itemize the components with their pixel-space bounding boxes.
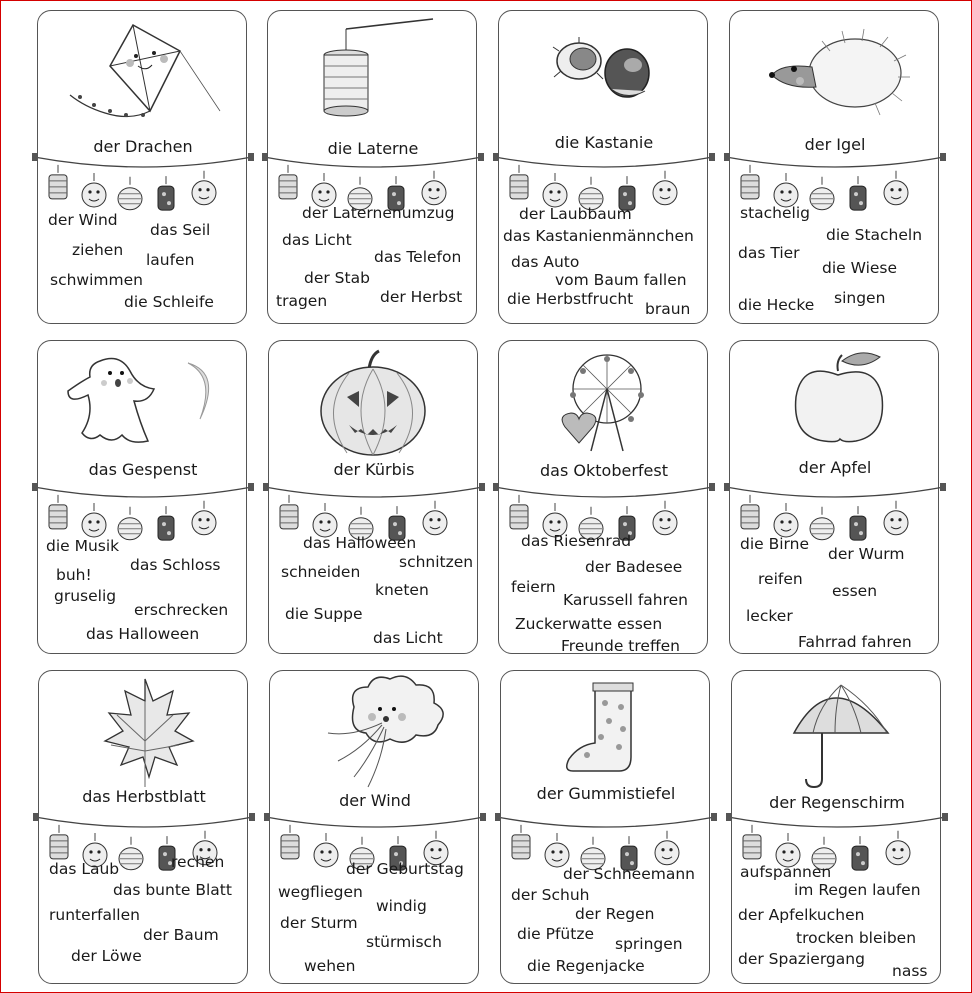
word: das Seil xyxy=(150,221,211,239)
word: springen xyxy=(615,935,683,953)
ghost-icon xyxy=(38,341,248,466)
card-kuerbis xyxy=(268,340,478,654)
card-title: der Wind xyxy=(339,791,411,810)
garland-decoration xyxy=(30,481,256,543)
lantern-stripe-icon xyxy=(50,835,68,859)
word: der Laternenumzug xyxy=(302,204,455,222)
word: die Wiese xyxy=(822,259,898,277)
hedgehog-icon xyxy=(730,11,940,136)
word: die Regenjacke xyxy=(527,957,645,975)
word: der Schneemann xyxy=(563,865,695,883)
lantern-round-icon xyxy=(119,848,143,870)
word: vom Baum fallen xyxy=(555,271,687,289)
word: das Licht xyxy=(282,231,352,249)
card-herbstblatt xyxy=(38,670,248,984)
word: im Regen laufen xyxy=(794,881,921,899)
word: trocken bleiben xyxy=(796,929,917,947)
word: das Telefon xyxy=(374,248,462,266)
ferris-wheel-icon xyxy=(499,341,709,466)
card-title: der Igel xyxy=(804,135,866,154)
word: stürmisch xyxy=(366,933,442,951)
card-title: das Gespenst xyxy=(88,460,198,479)
pumpkin-face-icon xyxy=(653,511,677,535)
word: das Riesenrad xyxy=(521,532,632,550)
word: lecker xyxy=(746,607,793,625)
pumpkin-face-icon xyxy=(192,511,216,535)
word: der Wurm xyxy=(828,545,905,563)
umbrella-icon xyxy=(732,671,942,796)
word: der Baum xyxy=(143,926,219,944)
pumpkin-face-icon xyxy=(82,513,106,537)
word: wehen xyxy=(304,957,356,975)
word: singen xyxy=(834,289,886,307)
card-regenschirm xyxy=(731,670,941,984)
word: laufen xyxy=(146,251,195,269)
word: feiern xyxy=(511,578,556,596)
word: die Schleife xyxy=(124,293,214,311)
word: die Birne xyxy=(740,535,810,553)
card-kastanie xyxy=(498,10,708,324)
word: die Hecke xyxy=(738,296,815,314)
card-title: der Drachen xyxy=(93,137,193,156)
pumpkin-face-icon xyxy=(884,511,908,535)
lantern-dark-icon xyxy=(852,846,868,870)
garland-decoration xyxy=(491,151,717,213)
word: stachelig xyxy=(740,204,810,222)
word: das Halloween xyxy=(86,625,200,643)
word: rechen xyxy=(171,853,225,871)
word: runterfallen xyxy=(49,906,140,924)
word: die Musik xyxy=(46,537,120,555)
word: das Auto xyxy=(511,253,580,271)
card-gespenst xyxy=(37,340,247,654)
card-title: die Laterne xyxy=(327,139,419,158)
apple-icon xyxy=(730,341,940,466)
word: schneiden xyxy=(281,563,361,581)
pumpkin-face-icon xyxy=(884,181,908,205)
lantern-stripe-icon xyxy=(49,505,67,529)
lantern-dark-icon xyxy=(850,186,866,210)
lantern-icon xyxy=(268,11,478,136)
word: der Sturm xyxy=(280,914,358,932)
word: Karussell fahren xyxy=(563,591,688,609)
card-igel xyxy=(729,10,939,324)
pumpkin-icon xyxy=(269,341,479,466)
word: schnitzen xyxy=(399,553,474,571)
card-title: der Kürbis xyxy=(333,460,415,479)
pumpkin-face-icon xyxy=(545,843,569,867)
card-title: das Herbstblatt xyxy=(82,787,206,806)
card-apfel xyxy=(729,340,939,654)
pumpkin-face-icon xyxy=(653,181,677,205)
word: das Tier xyxy=(738,244,800,262)
card-oktoberfest xyxy=(498,340,708,654)
lantern-stripe-icon xyxy=(510,505,528,529)
lantern-stripe-icon xyxy=(280,505,298,529)
card-drachen xyxy=(37,10,247,324)
word: der Herbst xyxy=(380,288,463,306)
lantern-stripe-icon xyxy=(512,835,530,859)
word: wegfliegen xyxy=(278,883,363,901)
word: die Pfütze xyxy=(517,925,594,943)
garland-decoration xyxy=(722,481,948,543)
pumpkin-face-icon xyxy=(422,181,446,205)
word: nass xyxy=(892,962,928,980)
wind-cloud-icon xyxy=(270,671,480,796)
card-title: der Gummistiefel xyxy=(536,784,676,803)
word: der Schuh xyxy=(511,886,590,904)
word: braun xyxy=(645,300,691,318)
word: schwimmen xyxy=(50,271,143,289)
word: windig xyxy=(376,897,427,915)
card-wind xyxy=(269,670,479,984)
pumpkin-face-icon xyxy=(423,511,447,535)
lantern-stripe-icon xyxy=(743,835,761,859)
lantern-stripe-icon xyxy=(510,175,528,199)
word: das Kastanienmännchen xyxy=(503,227,694,245)
word: der Stab xyxy=(304,269,370,287)
word: erschrecken xyxy=(134,601,229,619)
card-gummistiefel xyxy=(500,670,710,984)
pumpkin-face-icon xyxy=(314,843,338,867)
pumpkin-face-icon xyxy=(655,841,679,865)
word: der Wind xyxy=(48,211,118,229)
word: das Halloween xyxy=(303,534,417,552)
word: gruselig xyxy=(54,587,117,605)
pumpkin-face-icon xyxy=(543,183,567,207)
lantern-stripe-icon xyxy=(741,505,759,529)
leaf-icon xyxy=(39,671,249,796)
pumpkin-face-icon xyxy=(82,183,106,207)
word: die Suppe xyxy=(285,605,363,623)
garland-decoration xyxy=(493,811,719,873)
lantern-round-icon xyxy=(118,518,142,540)
lantern-dark-icon xyxy=(850,516,866,540)
word: der Löwe xyxy=(71,947,142,965)
word: der Spaziergang xyxy=(738,950,865,968)
card-title: der Apfel xyxy=(798,458,872,477)
lantern-round-icon xyxy=(810,188,834,210)
word: der Regen xyxy=(575,905,655,923)
lantern-dark-icon xyxy=(158,186,174,210)
word: kneten xyxy=(375,581,429,599)
word: das Laub xyxy=(49,860,120,878)
card-title: der Regenschirm xyxy=(769,793,905,812)
word: essen xyxy=(832,582,878,600)
word: die Stacheln xyxy=(826,226,923,244)
pumpkin-face-icon xyxy=(886,841,910,865)
word: der Geburtstag xyxy=(346,860,464,878)
word: das Licht xyxy=(373,629,443,647)
word: aufspannen xyxy=(740,863,832,881)
pumpkin-face-icon xyxy=(774,513,798,537)
word: der Apfelkuchen xyxy=(738,906,865,924)
word: tragen xyxy=(276,292,328,310)
word: das bunte Blatt xyxy=(113,881,232,899)
card-laterne xyxy=(267,10,477,324)
lantern-round-icon xyxy=(810,518,834,540)
garland-decoration xyxy=(30,151,256,213)
lantern-stripe-icon xyxy=(741,175,759,199)
pumpkin-face-icon xyxy=(192,181,216,205)
card-title: die Kastanie xyxy=(554,133,654,152)
lantern-round-icon xyxy=(118,188,142,210)
word: Zuckerwatte essen xyxy=(515,615,663,633)
word: der Badesee xyxy=(585,558,683,576)
word: Fahrrad fahren xyxy=(798,633,912,651)
chestnut-icon xyxy=(499,11,709,136)
word: buh! xyxy=(56,566,92,584)
lantern-stripe-icon xyxy=(279,175,297,199)
word: das Schloss xyxy=(130,556,221,574)
lantern-stripe-icon xyxy=(49,175,67,199)
kite-icon xyxy=(38,11,248,136)
lantern-dark-icon xyxy=(158,516,174,540)
word: der Laubbaum xyxy=(519,205,632,223)
lantern-stripe-icon xyxy=(281,835,299,859)
word: reifen xyxy=(758,570,803,588)
boot-icon xyxy=(501,671,711,796)
card-title: das Oktoberfest xyxy=(540,461,668,480)
word: Freunde treffen xyxy=(561,637,680,655)
word: die Herbstfrucht xyxy=(507,290,634,308)
word: ziehen xyxy=(72,241,124,259)
